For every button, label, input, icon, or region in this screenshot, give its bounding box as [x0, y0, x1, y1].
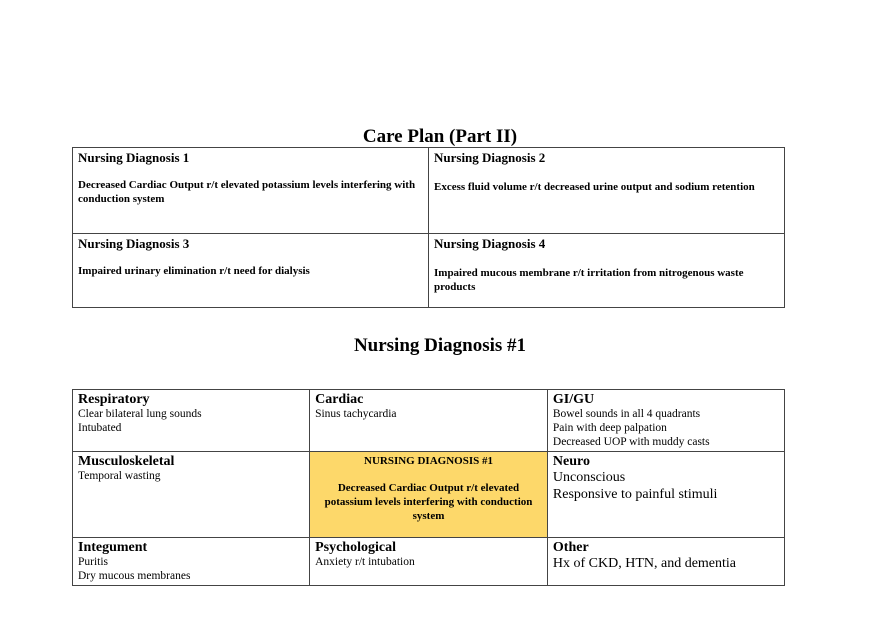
concept-map-table — [72, 389, 785, 586]
integument-finding: Puritis — [78, 556, 109, 568]
diagnosis-cell-2 — [429, 148, 785, 234]
gi-gu-finding: Bowel sounds in all 4 quadrants — [552, 408, 701, 420]
respiratory-finding: Clear bilateral lung sounds — [78, 408, 202, 420]
care-plan-table — [72, 147, 785, 308]
diagnosis-text-4: Impaired mucous membrane r/t irritation from nitrogenous waste products — [434, 267, 744, 293]
cardiac-finding: Sinus tachycardia — [315, 408, 397, 420]
musculoskeletal-finding: Temporal wasting — [78, 470, 161, 482]
diagnosis-text-1: Decreased Cardiac Output r/t elevated potassium levels interfering with conduction system — [78, 179, 416, 205]
neuro-finding: Unconscious — [552, 470, 626, 485]
diagnosis-cell-4 — [429, 234, 785, 308]
integument-finding: Dry mucous membranes — [78, 570, 191, 582]
diagnosis-text-3: Impaired urinary elimination r/t need for dialysis — [78, 265, 310, 277]
other-cell — [547, 538, 784, 586]
musculoskeletal-cell — [73, 452, 310, 538]
diagnosis-label-4: Nursing Diagnosis 4 — [434, 236, 546, 251]
central-diagnosis-label: NURSING DIAGNOSIS #1 — [364, 455, 493, 467]
diagnosis-cell-3 — [73, 234, 429, 308]
neuro-finding: Responsive to painful stimuli — [552, 487, 718, 502]
cardiac-label: Cardiac — [315, 392, 364, 407]
neuro-cell — [547, 452, 784, 538]
gi-gu-cell — [547, 390, 784, 452]
integument-cell — [73, 538, 310, 586]
musculoskeletal-label: Musculoskeletal — [78, 454, 175, 469]
respiratory-finding: Intubated — [78, 422, 122, 434]
gi-gu-finding: Pain with deep palpation — [552, 422, 667, 434]
cardiac-cell — [310, 390, 548, 452]
other-finding: Hx of CKD, HTN, and dementia — [552, 556, 737, 571]
psychological-finding: Anxiety r/t intubation — [315, 556, 415, 568]
respiratory-cell — [73, 390, 310, 452]
respiratory-label: Respiratory — [78, 392, 150, 407]
central-diagnosis-text: Decreased Cardiac Output r/t elevated potassium levels interfering with conduction system — [324, 482, 533, 522]
care-plan-title: Care Plan (Part II) — [362, 126, 518, 147]
other-label: Other — [552, 540, 589, 555]
psychological-cell — [310, 538, 548, 586]
gi-gu-label: GI/GU — [552, 392, 595, 407]
central-diagnosis-cell — [310, 452, 548, 538]
diagnosis-label-1: Nursing Diagnosis 1 — [78, 150, 190, 165]
integument-label: Integument — [78, 540, 148, 555]
diagnosis-label-3: Nursing Diagnosis 3 — [78, 236, 190, 251]
neuro-label: Neuro — [552, 454, 590, 469]
diagnosis-cell-1 — [73, 148, 429, 234]
diagnosis-label-2: Nursing Diagnosis 2 — [434, 150, 546, 165]
diagnosis-text-2: Excess fluid volume r/t decreased urine output and sodium retention — [434, 181, 755, 193]
concept-map-title: Nursing Diagnosis #1 — [353, 335, 527, 356]
psychological-label: Psychological — [315, 540, 396, 555]
gi-gu-finding: Decreased UOP with muddy casts — [552, 436, 710, 448]
